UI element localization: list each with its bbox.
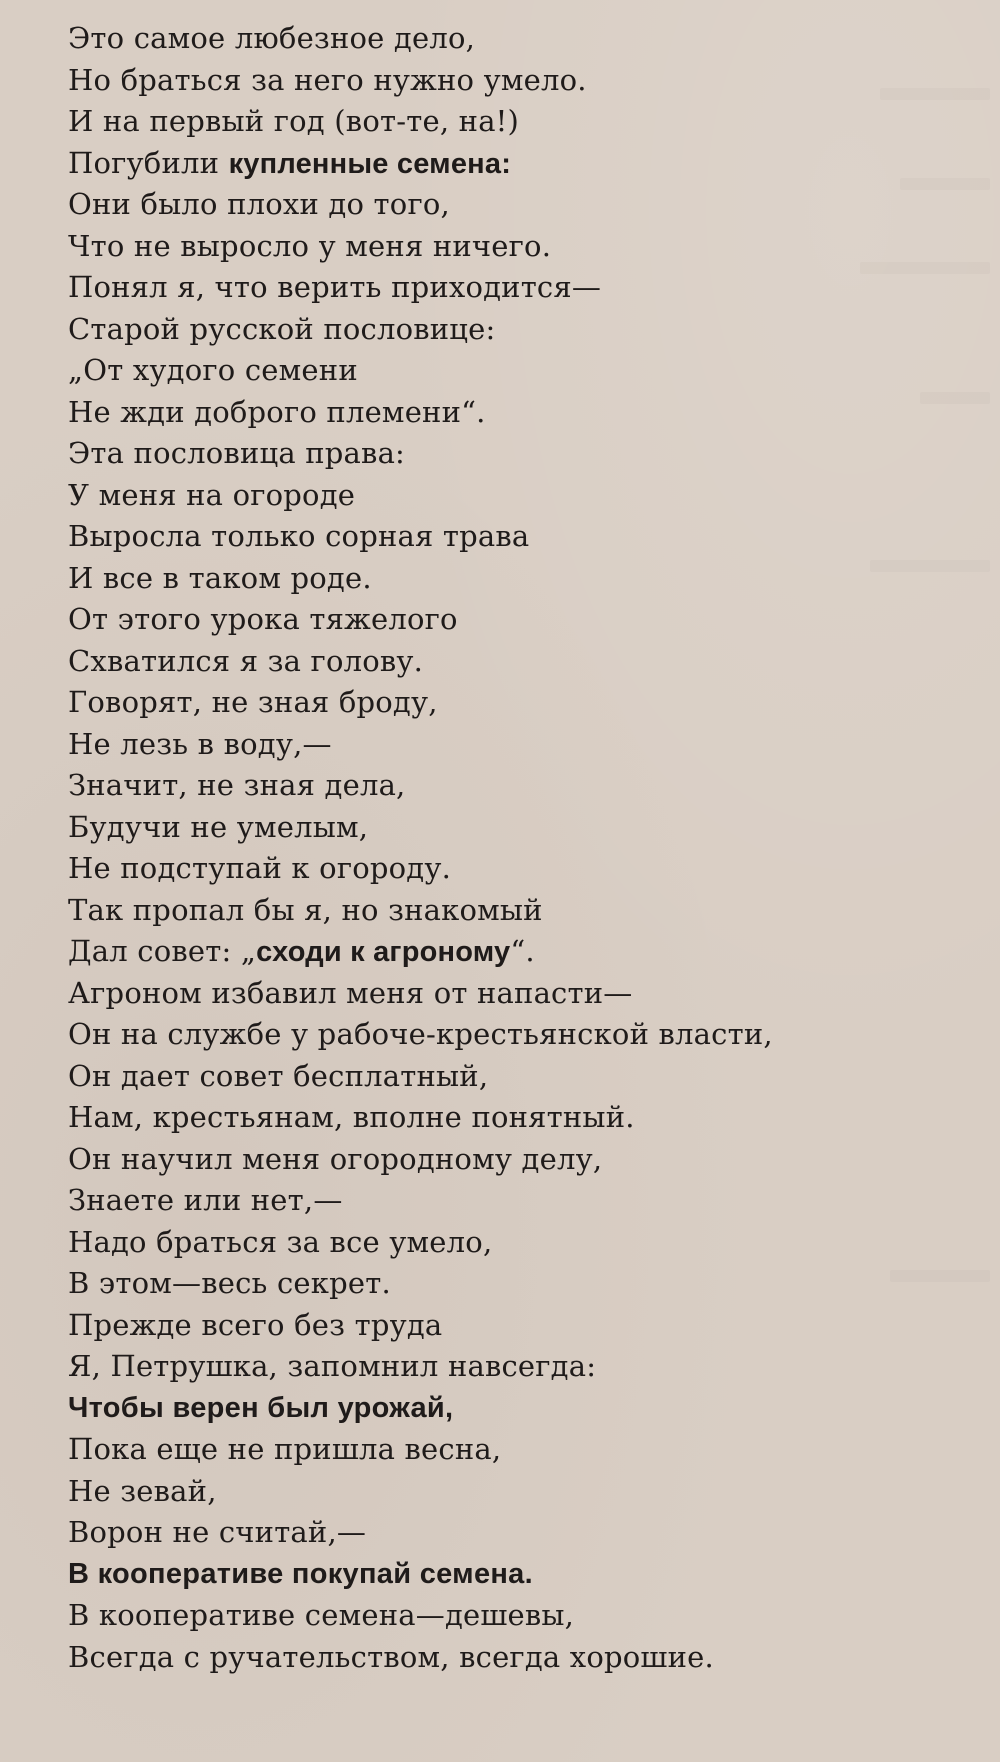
poem-line: Так пропал бы я, но знакомый: [68, 892, 543, 927]
poem-line: В кооперативе покупай семена.: [68, 1557, 533, 1590]
poem-line: Не зевай,: [68, 1473, 217, 1508]
poem-line: Он научил меня огородному делу,: [68, 1141, 603, 1176]
poem-line: Выросла только сорная трава: [68, 519, 530, 553]
poem-text: [68, 18, 978, 1678]
poem-line: И все в таком роде.: [68, 560, 372, 595]
poem-line: От этого урока тяжелого: [68, 602, 458, 636]
poem-line: Он на службе у рабоче-крестьянской власти,: [68, 1017, 773, 1051]
poem-line: Это самое любезное дело,: [68, 21, 476, 55]
poem-line: Значит, не зная дела,: [68, 768, 406, 802]
poem-line: [68, 931, 978, 973]
poem-line: Ворон не считай,—: [68, 1515, 367, 1549]
poem-line: Он дает совет бесплатный,: [68, 1058, 489, 1093]
line-text: Погубили: [68, 145, 229, 180]
poem-line: Агроном избавил меня от напасти—: [68, 975, 633, 1010]
poem-line: Знаете или нет,—: [68, 1183, 343, 1217]
poem-line: Но браться за него нужно умело.: [68, 62, 587, 97]
poem-line: „От худого семени: [68, 353, 358, 387]
poem-line: Я, Петрушка, запомнил навсегда:: [68, 1349, 597, 1383]
poem-line: Эта пословица права:: [68, 436, 406, 470]
poem-line: Схватился я за голову.: [68, 643, 424, 678]
poem-line: Надо браться за все умело,: [68, 1224, 493, 1259]
poem-line: Что не выросло у меня ничего.: [68, 228, 552, 263]
line-text: “.: [510, 934, 535, 968]
poem-line: Будучи не умелым,: [68, 809, 369, 844]
poem-line: Нам, крестьянам, вполне понятный.: [68, 1100, 635, 1134]
poem-line: В кооперативе семена—дешевы,: [68, 1598, 575, 1632]
emphasized-text: сходи к агроному: [256, 936, 511, 968]
line-text: Дал совет: „: [68, 934, 257, 968]
emphasized-text: купленные семена:: [228, 147, 512, 180]
poem-line: [68, 143, 978, 185]
poem-line: В этом—весь секрет.: [68, 1266, 391, 1300]
poem-line: Всегда с ручательством, всегда хорошие.: [68, 1639, 714, 1674]
poem-line: Не лезь в воду,—: [68, 726, 332, 761]
poem-line: Пока еще не пришла весна,: [68, 1432, 502, 1466]
poem-line: Говорят, не зная броду,: [68, 685, 438, 719]
poem-line: Прежде всего без труда: [68, 1307, 443, 1342]
poem-line: Не жди доброго племени“.: [68, 394, 486, 429]
poem-line: Они было плохи до того,: [68, 187, 450, 221]
poem-line: И на первый год (вот-те, на!): [68, 104, 520, 138]
poem-line: У меня на огороде: [68, 477, 356, 512]
poem-line: Чтобы верен был урожай,: [68, 1391, 454, 1424]
poem-line: Старой русской пословице:: [68, 311, 496, 346]
poem-line: Не подступай к огороду.: [68, 851, 452, 885]
poem-line: Понял я, что верить приходится—: [68, 270, 602, 304]
